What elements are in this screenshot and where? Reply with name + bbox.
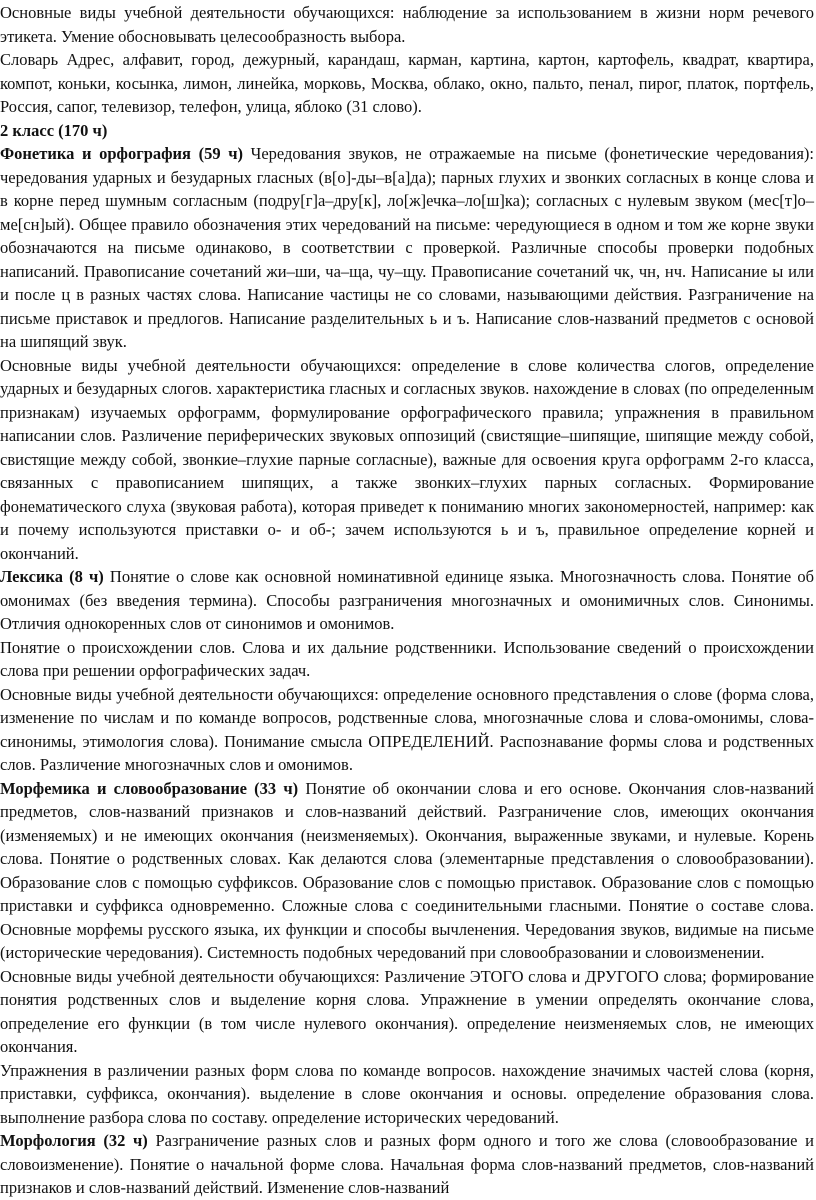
- subheading-morphology: Морфология (32 ч): [0, 1131, 148, 1150]
- subheading-morphemics: Морфемика и словообразование (33 ч): [0, 778, 299, 798]
- subheading-lexicon: Лексика (8 ч): [0, 567, 104, 586]
- section-heading-grade-2: 2 класс (170 ч): [0, 120, 108, 140]
- paragraph-phonetics: Фонетика и орфография (59 ч) Чередования звуков, не отражаемые на письме (фонетические чередования): чередования ударных и безударных гласных (в[о]-ды–в[а]да); парных глухих и звонких согласных в конце слова и в корне перед шумным согласным (подру[г]а–дру[к], ло[ж]ечка–ло[ш]ка); согласных с нулевым звуком (мес[т]о– ме[сн]ый). Общее правило обозначения этих чередований на письме: чередующиеся в одном и том же корне звуки обозначаются на письме одинаково, в соответствии с проверкой. Различные способы проверки подобных написаний. Правописание сочетаний жи–ши, ча–ща, чу–щу. Правописание сочетаний чк, чн, нч. Написание ы или и после ц в разных частях слова. Написание частицы не со словами, называющими действия. Разграничение на письме приставок и предлогов. Написание разделительных ь и ъ. Написание слов-названий предметов с основой на шипящий звук.: [0, 144, 814, 351]
- paragraph-activities-phonetics: Основные виды учебной деятельности обучающихся: определение в слове количества слогов, определение ударных и безударных слогов. характеристика гласных и согласных звуков. нахождение в словах (по определенным признакам) изучаемых орфограмм, формулирование орфографического правила; упражнения в правильном написании слов. Различение периферических звуковых оппозиций (свистящие–шипящие, шипящие между собой, свистящие между собой, звонкие–глухие парные согласные), важные для освоения круга орфограмм 2-го класса, связанных с правописанием шипящих, а также звонких–глухих парных согласных. Формирование фонематического слуха (звуковая работа), которая приведет к пониманию многих закономерностей, например: как и почему используются приставки о- и об-; зачем используются ь и ъ, правильное определение корней и окончаний.: [0, 355, 814, 563]
- paragraph-activities-morphemics: Основные виды учебной деятельности обучающихся: Различение ЭТОГО слова и ДРУГОГО слова; формирование понятия родственных слов и выделение корня слова. Упражнение в умении определять окончание слова, определение его функции (в том числе нулевого окончания). определение неизменяемых слов, не имеющих окончания.: [0, 966, 814, 1056]
- paragraph-word-origin: Понятие о происхождении слов. Слова и их дальние родственники. Использование сведений о происхождении слова при решении орфографических задач.: [0, 637, 814, 680]
- paragraph-morphemics: Морфемика и словообразование (33 ч) Понятие об окончании слова и его основе. Окончания слов-названий предметов, слов-названий признаков и слов-названий действий. Разграничение слов, имеющих окончания (изменяемых) и не имеющих окончания (неизменяемых). Окончания, выраженные звуками, и нулевые. Корень слова. Понятие о родственных словах. Как делаются слова (элементарные представления о словообразовании). Образование слов с помощью суффиксов. Образование слов с помощью приставок. Образование слов с помощью приставки и суффикса одновременно. Сложные слова с соединительными гласными. Понятие о составе слова. Основные морфемы русского языка, их функции и способы вычленения. Чередования звуков, видимые на письме (исторические чередования). Системность подобных чередований при словообразовании и словоизменении.: [0, 778, 814, 962]
- paragraph-exercises-word-forms: Упражнения в различении разных форм слова по команде вопросов. нахождение значимых частей слова (корня, приставки, суффикса, окончания). выделение в слове окончания и основы. определение образования слова. выполнение разбора слова по составу. определение исторических чередований.: [0, 1060, 814, 1127]
- paragraph-dictionary: Словарь Адрес, алфавит, город, дежурный, карандаш, карман, картина, картон, картофель, квадрат, квартира, компот, коньки, косынка, лимон, линейка, морковь, Москва, облако, окно, пальто, пенал, пирог, платок, портфель, Россия, сапог, телевизор, телефон, улица, яблоко (31 слово).: [0, 50, 814, 116]
- subheading-phonetics: Фонетика и орфография (59 ч): [0, 144, 244, 163]
- paragraph-activities-etiquette: Основные виды учебной деятельности обучающихся: наблюдение за использованием в жизни норм речевого этикета. Умение обосновывать целесообразность выбора.: [0, 3, 814, 46]
- paragraph-lexicon: Лексика (8 ч) Понятие о слове как основной номинативной единице языка. Многозначность слова. Понятие об омонимах (без введения термина). Способы разграничения многозначных и омонимичных слов. Синонимы. Отличия однокоренных слов от синонимов и омонимов.: [0, 567, 814, 633]
- paragraph-morphology: Морфология (32 ч) Разграничение разных слов и разных форм одного и того же слова (словообразование и словоизменение). Понятие о начальной форме слова. Начальная форма слов-названий предметов, слов-названий признаков и слов-названий действий. Изменение слов-названий: [0, 1131, 814, 1197]
- paragraph-activities-lexicon: Основные виды учебной деятельности обучающихся: определение основного представления о слове (форма слова, изменение по числам и по команде вопросов, родственные слова, многозначные слова и слова-омонимы, слова-синонимы, этимология слова). Понимание смысла ОПРЕДЕЛЕНИЙ. Распознавание формы слова и родственных слов. Различение многозначных слов и омонимов.: [0, 684, 814, 774]
